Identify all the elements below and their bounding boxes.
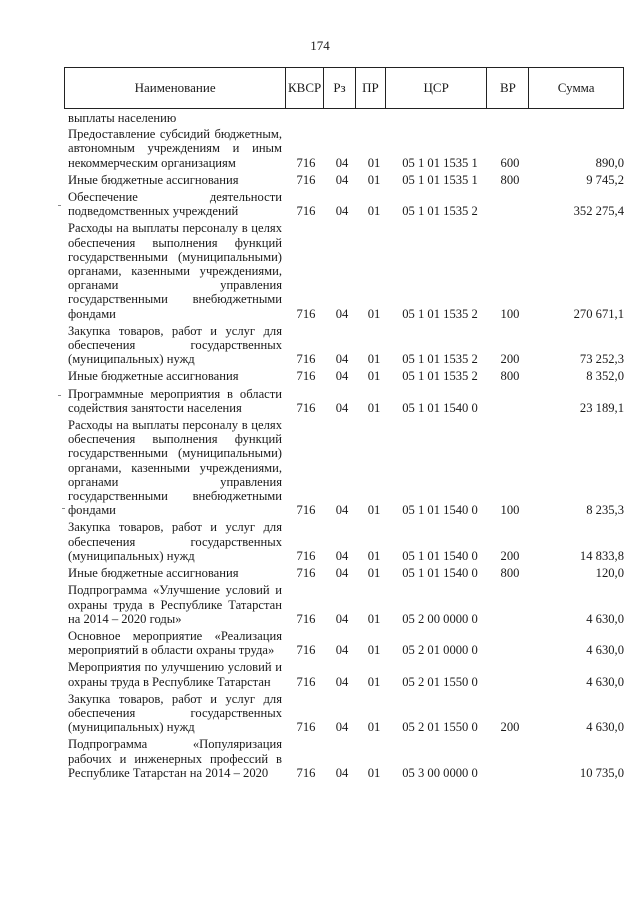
row-kvsr: 716 [296,611,316,626]
table-row [68,387,624,415]
row-csr: 05 1 01 1540 0 [402,548,478,563]
row-kvsr: 716 [296,172,316,187]
row-vr: 800 [500,369,520,384]
row-csr [390,111,490,125]
row-csr: 05 2 01 0000 0 [402,643,478,658]
row-csr: 05 2 00 0000 0 [402,611,478,626]
table-row [68,737,624,780]
row-kvsr: 716 [296,765,316,780]
row-kvsr: 716 [296,503,316,518]
table-row [68,566,624,580]
row-rz: 04 [335,204,349,219]
row-vr: 800 [500,566,520,581]
scan-speck [58,395,61,396]
row-rz: 04 [335,720,349,735]
row-pr: 01 [367,765,381,780]
row-rz: 04 [335,643,349,658]
row-pr: 01 [367,720,381,735]
row-name: Предоставление субсидий бюджетным, автономным учреждениям и иным некоммерческим организациям [68,127,282,170]
row-name: Расходы на выплаты персоналу в целях обеспечения выполнения функций государственными (муниципальными) органами, казенными учреждениями, органами управления государственными внебюджетными фондами [68,221,282,321]
row-vr: 200 [500,352,520,367]
row-vr [490,111,530,125]
row-csr: 05 3 00 0000 0 [402,765,478,780]
row-csr: 05 1 01 1540 0 [402,566,478,581]
row-kvsr: 716 [296,548,316,563]
column-header-csr: ЦСР [386,68,488,108]
row-name: Расходы на выплаты персоналу в целях обеспечения выполнения функций государственными (муниципальными) органами, казенными учреждениями, органами управления государственными внебюджетными фондами [68,418,282,518]
row-vr: 600 [500,155,520,170]
row-name: Иные бюджетные ассигнования [68,566,239,581]
table-row [68,660,624,688]
row-name: Подпрограмма «Популяризация рабочих и инженерных профессий в Республике Татарстан на 2014 – 2020 [68,737,282,780]
row-sum: 23 189,1 [579,400,624,415]
row-kvsr: 716 [296,400,316,415]
row-kvsr: 716 [296,306,316,321]
table-row [68,418,624,517]
row-vr [490,387,530,415]
column-header-pr: ПР [356,68,386,108]
row-rz: 04 [335,369,349,384]
table-row [68,583,624,626]
row-rz [326,111,358,125]
table-row [68,369,624,383]
page-number: 174 [310,38,330,53]
row-rz: 04 [335,400,349,415]
row-vr: 200 [500,548,520,563]
row-kvsr: 716 [296,566,316,581]
row-pr: 01 [367,643,381,658]
row-csr: 05 1 01 1535 1 [402,155,478,170]
row-kvsr: 716 [296,643,316,658]
row-rz: 04 [335,566,349,581]
row-pr: 01 [367,674,381,689]
row-csr: 05 1 01 1535 2 [402,306,478,321]
row-name: выплаты населению [68,111,177,125]
column-header-sum: Сумма [557,80,595,95]
column-header-name: Наименование [65,68,286,108]
row-name: Обеспечение деятельности подведомственных учреждений [68,190,282,219]
row-sum: 9 745,2 [586,172,624,187]
row-vr: 100 [500,306,520,321]
row-pr: 01 [367,548,381,563]
scan-speck [62,508,65,509]
row-sum: 73 252,3 [579,352,624,367]
row-sum: 8 352,0 [586,369,624,384]
table-body [68,111,624,783]
table-row [68,111,624,125]
row-csr: 05 1 01 1540 0 [402,503,478,518]
row-kvsr: 716 [296,674,316,689]
row-vr [490,583,530,626]
row-kvsr: 716 [296,720,316,735]
row-pr [358,111,390,125]
row-kvsr [286,111,326,125]
row-vr [490,737,530,780]
row-csr: 05 2 01 1550 0 [402,674,478,689]
row-name: Основное мероприятие «Реализация мероприятий в области охраны труда» [68,628,282,658]
table-row [68,692,624,735]
table-row [68,127,624,170]
row-rz: 04 [335,611,349,626]
row-csr: 05 2 01 1550 0 [402,720,478,735]
row-pr: 01 [367,155,381,170]
table-row [68,520,624,563]
column-header-rz: Рз [324,68,356,108]
row-sum: 4 630,0 [586,720,624,735]
table-row [68,173,624,187]
row-pr: 01 [367,352,381,367]
row-pr: 01 [367,369,381,384]
row-pr: 01 [367,306,381,321]
table-row [68,324,624,367]
row-rz: 04 [335,172,349,187]
row-name: Иные бюджетные ассигнования [68,369,239,384]
row-pr: 01 [367,566,381,581]
row-pr: 01 [367,172,381,187]
row-sum: 8 235,3 [586,503,624,518]
row-vr: 800 [500,172,520,187]
row-name: Иные бюджетные ассигнования [68,172,239,187]
row-rz: 04 [335,306,349,321]
row-pr: 01 [367,400,381,415]
table-header [64,67,624,109]
row-name: Подпрограмма «Улучшение условий и охраны труда в Республике Татарстан на 2014 – 2020 годы» [68,583,282,626]
row-sum: 4 630,0 [586,611,624,626]
row-rz: 04 [335,155,349,170]
row-csr: 05 1 01 1535 2 [402,204,478,219]
row-vr [490,190,530,218]
column-header-kvsr: КВСР [286,68,324,108]
row-name: Закупка товаров, работ и услуг для обеспечения государственных (муниципальных) нужд [68,520,282,563]
row-vr: 200 [500,720,520,735]
row-sum: 270 671,1 [573,306,624,321]
row-csr: 05 1 01 1535 2 [402,369,478,384]
row-kvsr: 716 [296,369,316,384]
row-sum: 14 833,8 [579,548,624,563]
row-csr: 05 1 01 1535 1 [402,172,478,187]
row-sum: 120,0 [595,566,624,581]
row-rz: 04 [335,548,349,563]
row-sum: 4 630,0 [586,674,624,689]
row-name: Программные мероприятия в области содействия занятости населения [68,386,282,415]
row-vr [490,660,530,688]
row-pr: 01 [367,503,381,518]
scan-speck [58,205,61,206]
row-sum: 10 735,0 [579,765,624,780]
row-vr [490,629,530,657]
row-rz: 04 [335,674,349,689]
row-kvsr: 716 [296,352,316,367]
table-row [68,629,624,657]
row-rz: 04 [335,352,349,367]
row-rz: 04 [335,765,349,780]
row-name: Мероприятия по улучшению условий и охраны труда в Республике Татарстан [68,660,282,689]
row-pr: 01 [367,204,381,219]
row-vr: 100 [500,503,520,518]
row-pr: 01 [367,611,381,626]
row-sum [530,111,624,125]
row-name: Закупка товаров, работ и услуг для обеспечения государственных (муниципальных) нужд [68,691,282,735]
row-kvsr: 716 [296,155,316,170]
row-sum: 4 630,0 [586,643,624,658]
row-name: Закупка товаров, работ и услуг для обеспечения государственных (муниципальных) нужд [68,323,282,367]
row-csr: 05 1 01 1535 2 [402,352,478,367]
row-sum: 890,0 [595,155,624,170]
column-header-vr: ВР [487,68,529,108]
row-rz: 04 [335,503,349,518]
table-row [68,221,624,320]
row-sum: 352 275,4 [573,204,624,219]
row-kvsr: 716 [296,204,316,219]
row-csr: 05 1 01 1540 0 [402,400,478,415]
table-row [68,190,624,218]
